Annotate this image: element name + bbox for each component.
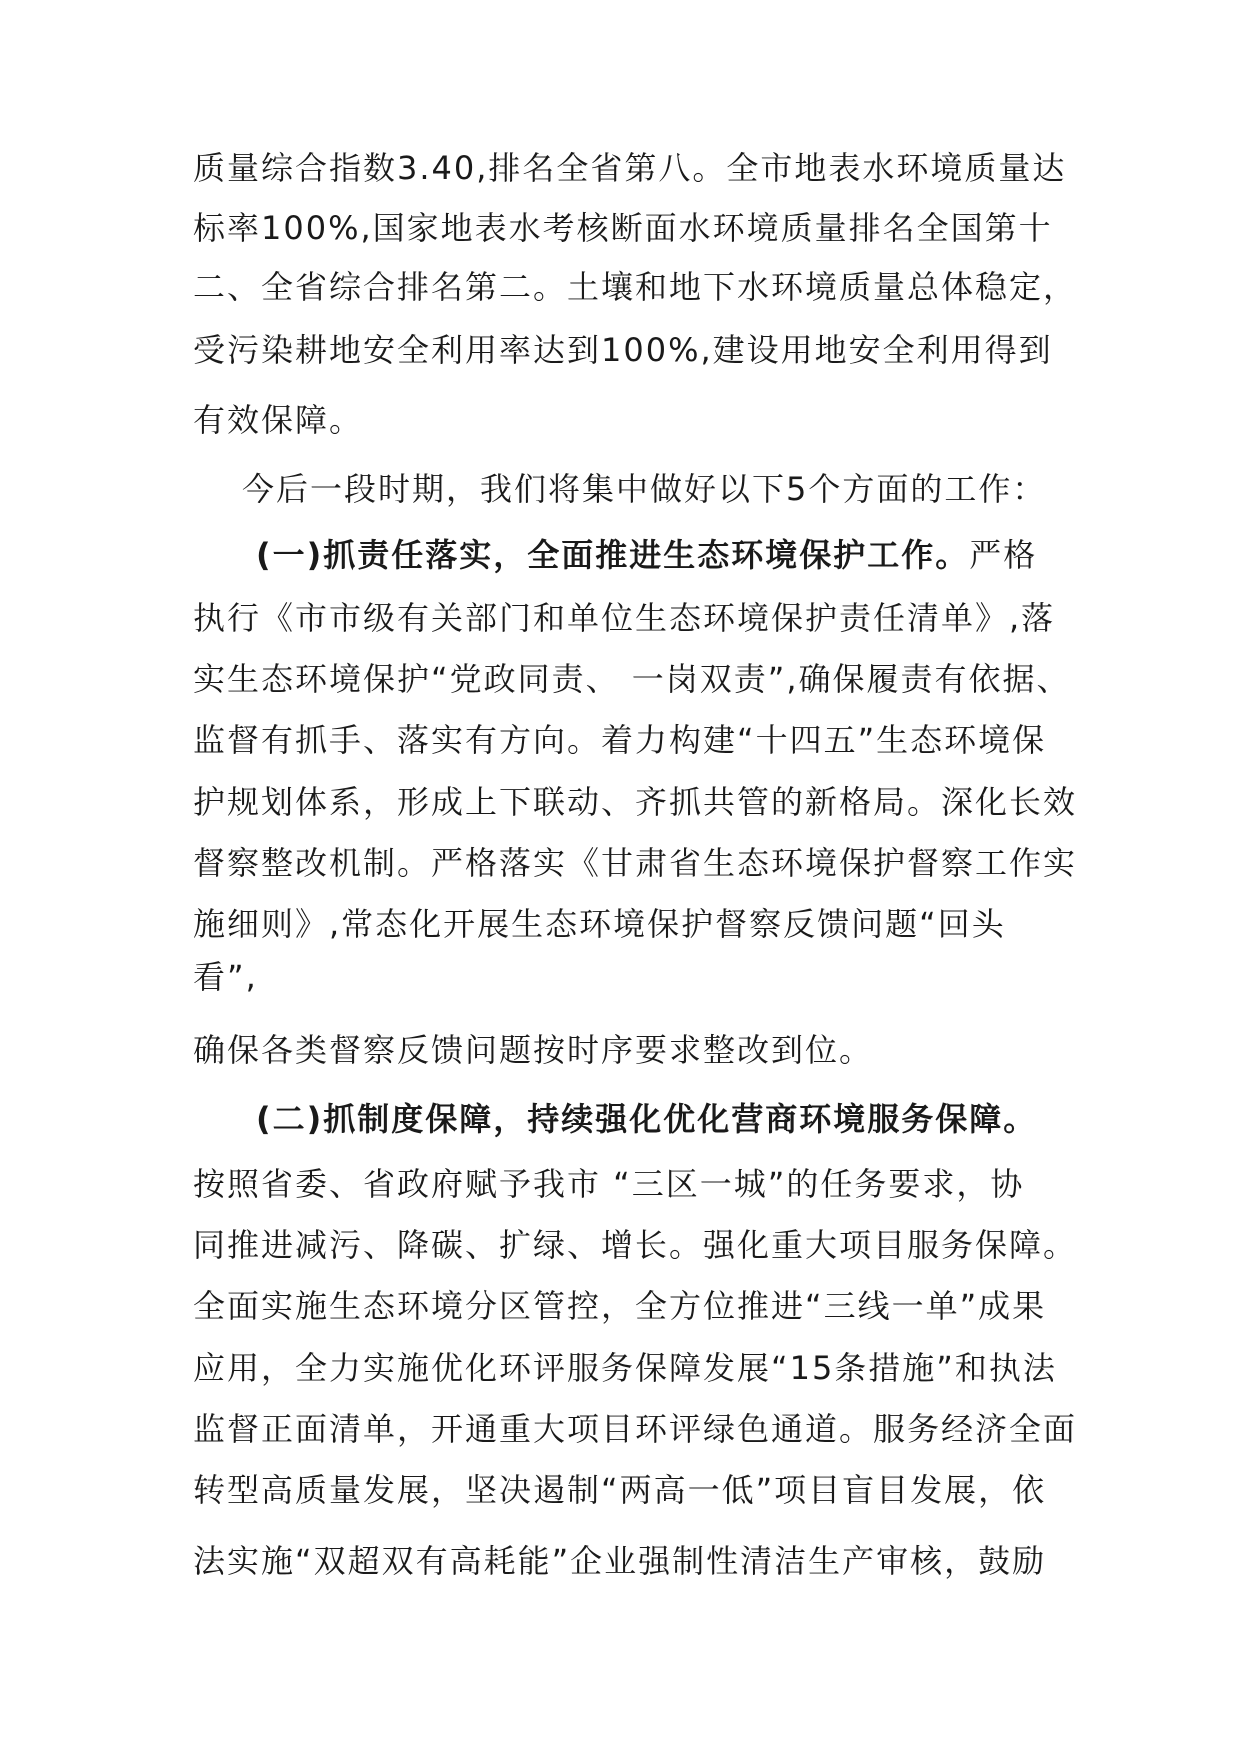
paragraph-line: 看”, [193, 958, 258, 996]
paragraph-line: 法实施“双超双有高耗能”企业强制性清洁生产审核，鼓励 [193, 1542, 1047, 1580]
paragraph-line: 标率100%,国家地表水考核断面水环境质量排名全国第十 [193, 209, 1053, 247]
paragraph-line: 全面实施生态环境分区管控，全方位推进“三线一单”成果 [193, 1287, 1047, 1325]
paragraph-line: 施细则》,常态化开展生态环境保护督察反馈问题“回头 [193, 905, 1006, 943]
paragraph-line: 受污染耕地安全利用率达到100%,建设用地安全利用得到 [193, 331, 1053, 369]
paragraph-line: 确保各类督察反馈问题按时序要求整改到位。 [193, 1031, 874, 1069]
paragraph-line: 应用，全力实施优化环评服务保障发展“15条措施”和执法 [193, 1349, 1057, 1387]
section-heading-tail: 严格 [969, 536, 1038, 574]
intro-line: 今后一段时期，我们将集中做好以下5个方面的工作： [242, 470, 1047, 508]
paragraph-line: 转型高质量发展，坚决遏制“两高一低”项目盲目发展，依 [193, 1471, 1047, 1509]
paragraph-line: 二、全省综合排名第二。土壤和地下水环境质量总体稳定， [193, 268, 1078, 306]
paragraph-line: 实生态环境保护“党政同责、 一岗双责”,确保履责有依据、 [193, 660, 1071, 698]
paragraph-line: 有效保障。 [193, 401, 364, 439]
paragraph-line: 监督有抓手、落实有方向。着力构建“十四五”生态环境保 [193, 721, 1047, 759]
paragraph-line: 同推进减污、降碳、扩绿、增长。强化重大项目服务保障。 [193, 1226, 1078, 1264]
paragraph-line: 督察整改机制。严格落实《甘肃省生态环境保护督察工作实 [193, 844, 1078, 882]
paragraph-line: 执行《市市级有关部门和单位生态环境保护责任清单》,落 [193, 599, 1056, 637]
paragraph-line: 监督正面清单，开通重大项目环评绿色通道。服务经济全面 [193, 1410, 1078, 1448]
paragraph-line: 质量综合指数3.40,排名全省第八。全市地表水环境质量达 [193, 149, 1067, 187]
paragraph-line: 护规划体系，形成上下联动、齐抓共管的新格局。深化长效 [193, 783, 1078, 821]
section-heading: (二)抓制度保障，持续强化优化营商环境服务保障。 [256, 1100, 1038, 1138]
section-heading-bold: (一)抓责任落实，全面推进生态环境保护工作。 [256, 536, 970, 574]
paragraph-line: 按照省委、省政府赋予我市 “三区一城”的任务要求，协 [193, 1165, 1025, 1203]
section-heading [256, 530, 1116, 580]
